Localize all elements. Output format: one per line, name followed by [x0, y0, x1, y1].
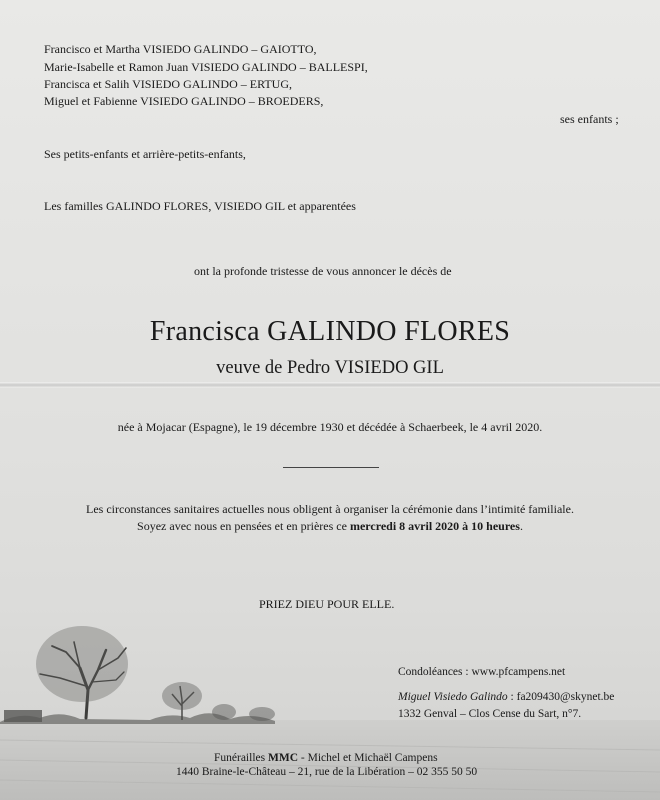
- condolences-line: Condoléances : www.pfcampens.net: [398, 666, 566, 678]
- ceremony-prefix: Soyez avec nous en pensées et en prières ce: [137, 519, 350, 533]
- family-line-2: Marie-Isabelle et Ramon Juan VISIEDO GALINDO – BALLESPI,: [44, 60, 368, 74]
- prayer-text: PRIEZ DIEU POUR ELLE.: [259, 597, 395, 611]
- separator-line: [283, 467, 379, 468]
- grandchildren-line: Ses petits-enfants et arrière-petits-enfants,: [44, 147, 246, 161]
- funeral-names: Michel et Michaël Campens: [307, 752, 438, 764]
- ceremony-line-2: [0, 519, 660, 534]
- paper-fold: [0, 382, 660, 388]
- children-label: ses enfants ;: [560, 112, 619, 126]
- family-line-1: Francisco et Martha VISIEDO GALINDO – GAIOTTO,: [44, 42, 317, 56]
- contact-line: [398, 691, 614, 703]
- deceased-name: Francisca GALINDO FLORES: [149, 316, 511, 347]
- funeral-home-line: [214, 752, 438, 764]
- announcement-text: ont la profonde tristesse de vous annoncer le décès de: [194, 264, 452, 278]
- ceremony-suffix: .: [519, 519, 523, 533]
- family-line-4: Miguel et Fabienne VISIEDO GALINDO – BROEDERS,: [44, 94, 324, 108]
- families-line: Les familles GALINDO FLORES, VISIEDO GIL et apparentées: [44, 199, 356, 213]
- contact-address: 1332 Genval – Clos Cense du Sart, n°7.: [398, 708, 582, 720]
- funeral-brand: MMC: [267, 752, 298, 764]
- ceremony-line-1: Les circonstances sanitaires actuelles nous obligent à organiser la cérémonie dans l’intimité familiale.: [86, 502, 574, 516]
- funeral-home-address: 1440 Braine-le-Château – 21, rue de la Libération – 02 355 50 50: [176, 766, 478, 778]
- widow-of: veuve de Pedro VISIEDO GIL: [216, 358, 444, 378]
- ceremony-date: mercredi 8 avril 2020 à 10 heures: [349, 519, 520, 533]
- family-line-3: Francisca et Salih VISIEDO GALINDO – ERTUG,: [44, 77, 293, 91]
- funeral-prefix: Funérailles: [214, 752, 268, 764]
- birth-death-dates: née à Mojacar (Espagne), le 19 décembre 1930 et décédée à Schaerbeek, le 4 avril 2020.: [117, 420, 543, 434]
- funeral-sep: -: [298, 752, 308, 764]
- contact-name: Miguel Visiedo Galindo: [398, 691, 508, 703]
- contact-email: : fa209430@skynet.be: [507, 691, 615, 703]
